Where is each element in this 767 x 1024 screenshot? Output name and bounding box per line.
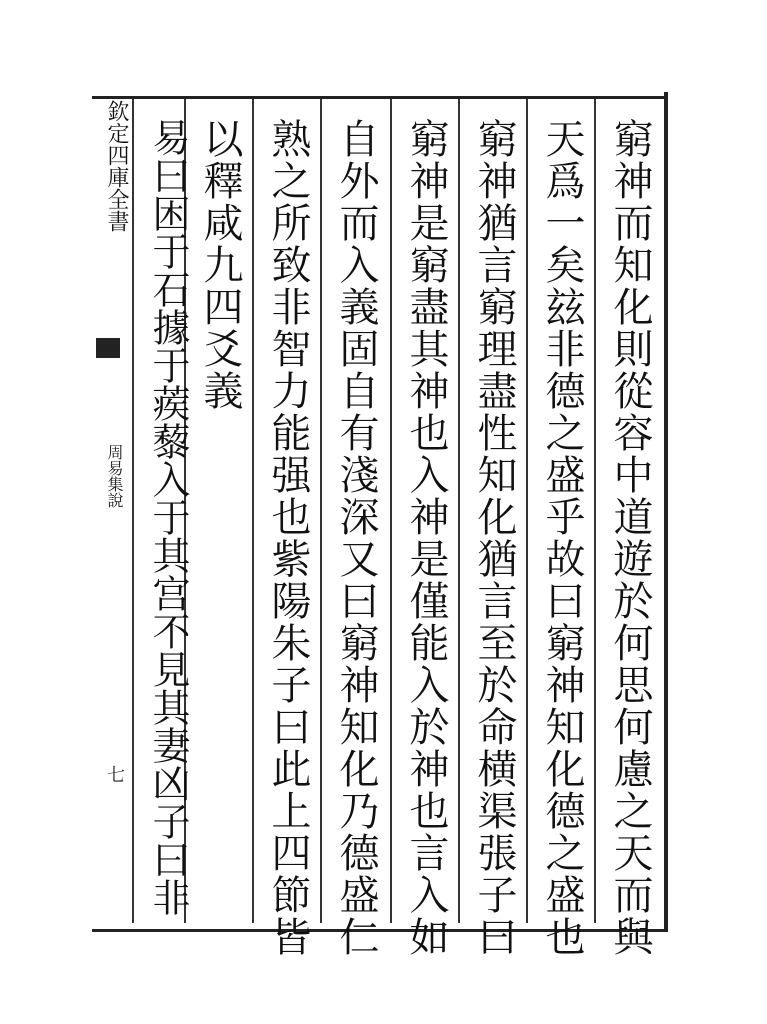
text-column-4: 窮神是窮盡其神也入神是僅能入於神也言入如 xyxy=(403,118,449,958)
column-rule xyxy=(458,99,460,923)
text-column-6: 熟之所致非智力能强也紫陽朱子曰此上四節皆 xyxy=(265,118,311,958)
margin-fishtail-mark xyxy=(96,338,120,358)
margin-page-number: 七 xyxy=(104,765,125,783)
text-column-1: 窮神而知化則從容中道遊於何思何慮之天而與 xyxy=(607,118,653,958)
text-column-7: 以釋咸九四爻義 xyxy=(197,118,243,412)
column-rule xyxy=(390,99,392,923)
text-column-3: 窮神猶言窮理盡性知化猶言至於命横渠張子曰 xyxy=(471,118,517,958)
column-rule xyxy=(132,99,134,923)
margin-book-title: 欽定四庫全書 xyxy=(104,100,129,232)
text-column-5: 自外而入義固自有淺深又曰窮神知化乃德盛仁 xyxy=(333,118,379,958)
page-border-right xyxy=(664,92,668,930)
column-rule xyxy=(252,99,254,923)
text-column-2: 天爲一矣玆非德之盛乎故曰窮神知化德之盛也 xyxy=(539,118,585,958)
column-rule xyxy=(320,99,322,923)
column-rule xyxy=(594,99,596,923)
column-rule xyxy=(526,99,528,923)
margin-work-title: 周易集說 xyxy=(105,444,124,508)
text-column-8: 易曰困于石據于蒺藜入于其宫不見其妻凶子曰非 xyxy=(146,118,190,916)
